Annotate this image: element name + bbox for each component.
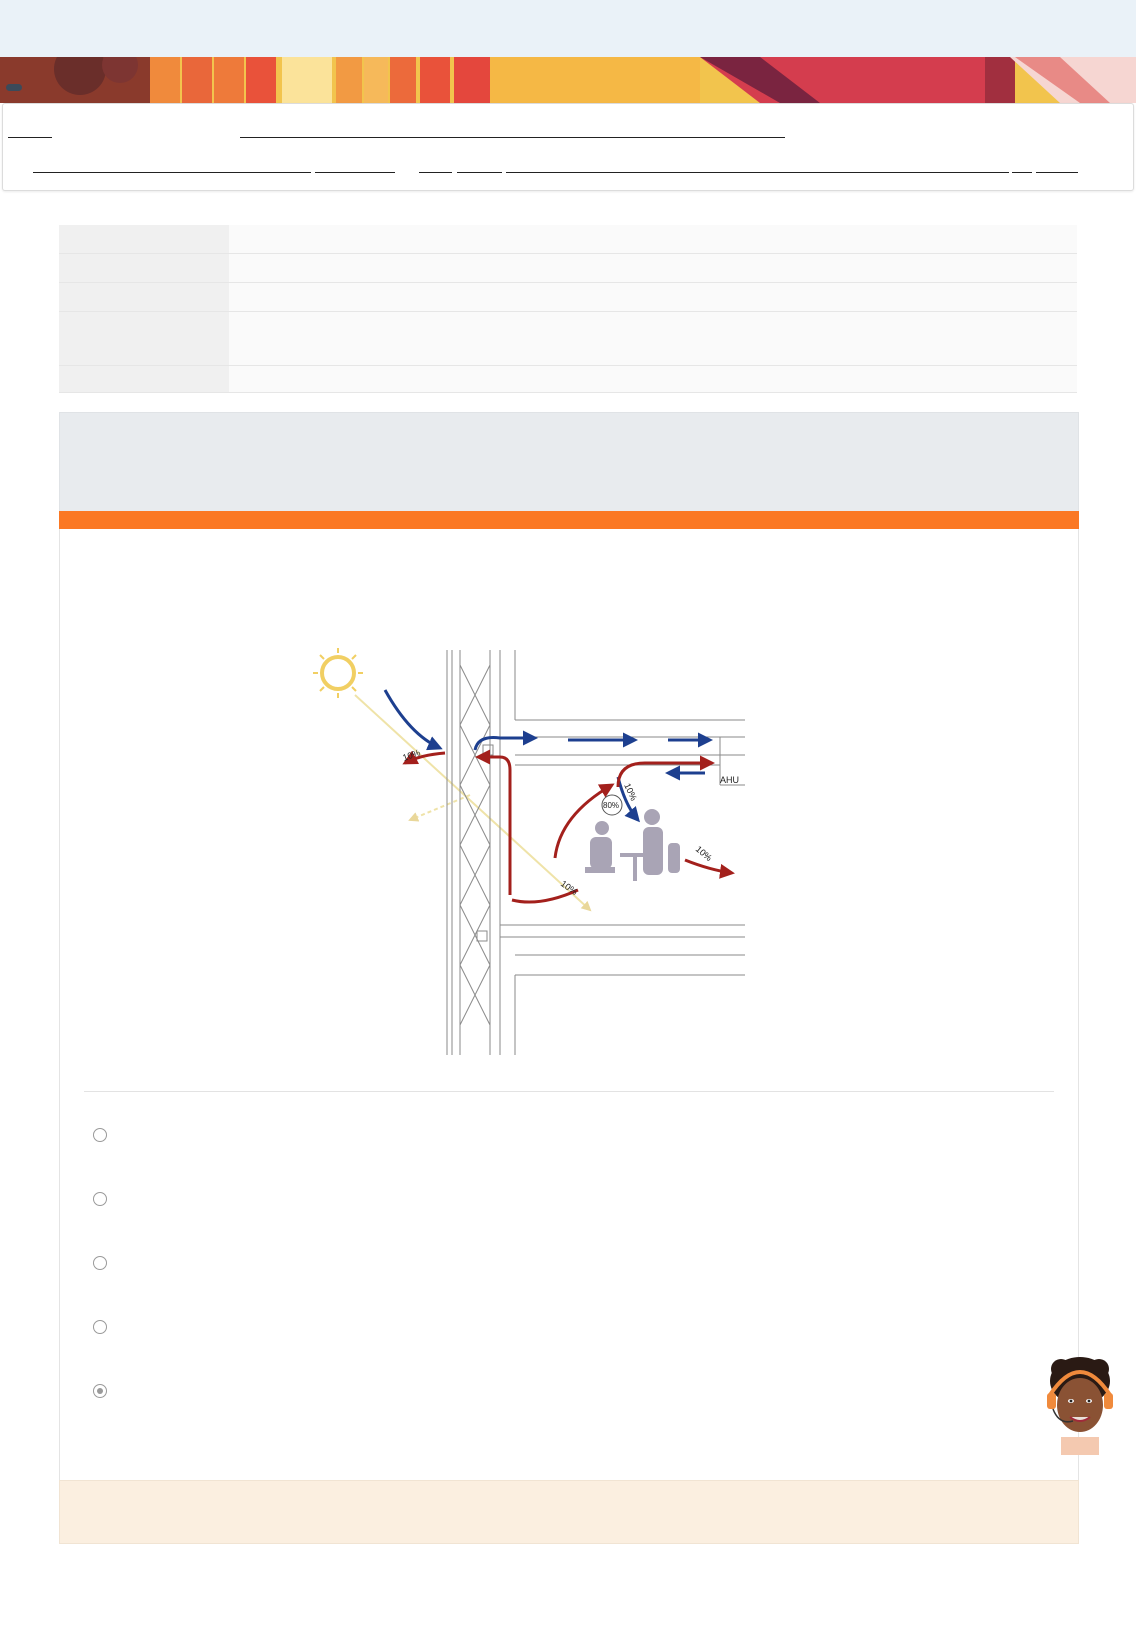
radio-button[interactable] <box>93 1192 107 1206</box>
radio-button[interactable] <box>93 1128 107 1142</box>
radio-button[interactable] <box>93 1256 107 1270</box>
answer-option-2[interactable] <box>90 1189 110 1209</box>
feedback-panel <box>59 1480 1079 1544</box>
breadcrumb-link-d[interactable] <box>1036 172 1078 173</box>
summary-label <box>59 225 229 253</box>
breadcrumb-link-c[interactable] <box>1012 172 1032 173</box>
sun-icon <box>313 648 363 698</box>
attempt-summary-table <box>59 225 1077 393</box>
summary-value <box>229 282 1077 311</box>
question-info-panel <box>59 412 1079 511</box>
pct-top-left: 10% <box>401 747 422 763</box>
breadcrumb-link-module[interactable] <box>315 172 395 173</box>
headset-avatar-icon <box>1043 1355 1117 1455</box>
answer-option-4[interactable] <box>90 1317 110 1337</box>
breadcrumb-card <box>2 103 1134 191</box>
banner-handle[interactable] <box>6 84 22 91</box>
radio-button[interactable] <box>93 1320 107 1334</box>
people-illustration <box>585 809 680 881</box>
question-accent-bar <box>59 511 1079 529</box>
radio-button-selected[interactable] <box>93 1384 107 1398</box>
summary-value <box>229 225 1077 253</box>
breadcrumb-link-b[interactable] <box>457 172 502 173</box>
summary-label <box>59 311 229 365</box>
summary-value <box>229 253 1077 282</box>
pct-down: 10% <box>622 781 639 803</box>
facade-section <box>447 650 515 1055</box>
summary-value <box>229 365 1077 392</box>
ahu-label: AHU <box>720 775 740 785</box>
pct-center: 80% <box>603 801 620 810</box>
support-agent-avatar[interactable] <box>1043 1355 1117 1455</box>
ventilation-diagram <box>300 645 775 1060</box>
options-divider <box>84 1091 1054 1092</box>
summary-label <box>59 282 229 311</box>
summary-value <box>229 311 1077 365</box>
summary-label <box>59 365 229 392</box>
breadcrumb-link-home[interactable] <box>8 137 52 138</box>
course-banner <box>0 57 1136 103</box>
answer-option-1[interactable] <box>90 1125 110 1145</box>
breadcrumb-link-a[interactable] <box>419 172 452 173</box>
summary-label <box>59 253 229 282</box>
answer-option-5[interactable] <box>90 1381 110 1401</box>
breadcrumb-link-course[interactable] <box>240 137 785 138</box>
top-bar <box>0 0 1136 58</box>
pct-right: 10% <box>693 843 714 864</box>
banner-artwork <box>0 57 1136 103</box>
pct-floor: 10% <box>558 878 580 897</box>
breadcrumb-link-section[interactable] <box>33 172 311 173</box>
breadcrumb-link-quiz[interactable] <box>506 172 1009 173</box>
answer-option-3[interactable] <box>90 1253 110 1273</box>
